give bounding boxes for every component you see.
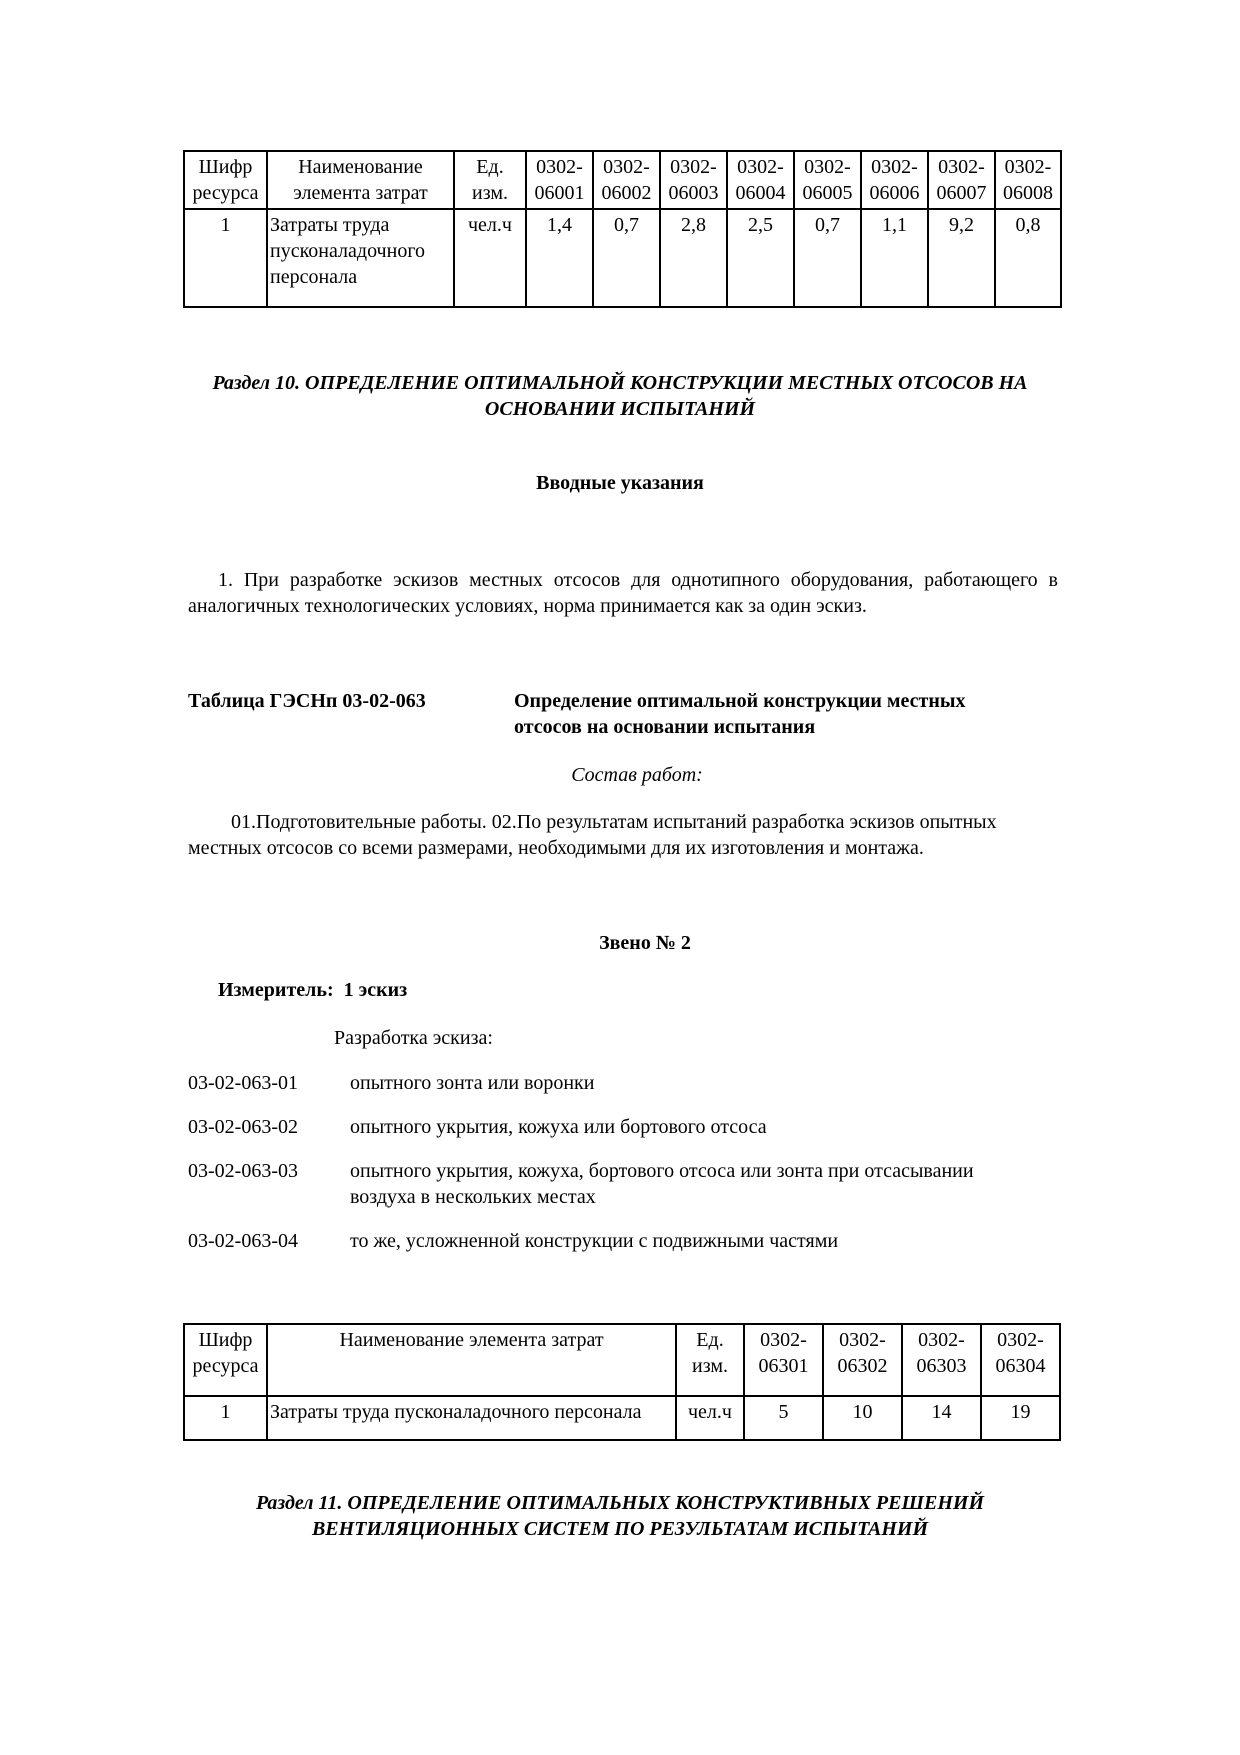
section-title-line: Раздел 11. ОПРЕДЕЛЕНИЕ ОПТИМАЛЬНЫХ КОНСТРУКТИВНЫХ РЕШЕНИЙ [255,1492,985,1514]
resource-table-1 [183,150,1062,308]
value-cell: 0,7 [794,209,861,307]
section-title-line: Раздел 10. ОПРЕДЕЛЕНИЕ ОПТИМАЛЬНОЙ КОНСТРУКЦИИ МЕСТНЫХ ОТСОСОВ НА [212,372,1028,394]
gesn-table-label: Таблица ГЭСНп 03-02-063 [188,690,426,712]
item-code: 03-02-063-02 [188,1116,298,1138]
measure-unit: Измеритель: 1 эскиз [218,979,408,1001]
intro-heading: Вводные указания [536,472,704,494]
value-cell: 1,4 [526,209,593,307]
header-cell: 0302- 06301 [744,1324,823,1396]
header-cell: 0302- 06006 [861,151,928,209]
header-cell: 0302- 06005 [794,151,861,209]
item-description [350,1158,1040,1210]
item-code: 03-02-063-04 [188,1230,298,1252]
value-cell: 14 [902,1396,981,1440]
title-line: Определение оптимальной конструкции местных [514,690,966,712]
header-cell: 0302- 06302 [823,1324,902,1396]
intro-paragraph [188,567,1058,619]
header-cell: 0302- 06007 [928,151,995,209]
header-cell: 0302- 06303 [902,1324,981,1396]
table-header-row [184,151,1061,209]
paragraph-line: местных отсосов со всеми размерами, необходимыми для их изготовления и монтажа. [188,837,924,859]
header-cell: Шифр ресурса [184,151,267,209]
table-header-row [184,1324,1060,1396]
work-composition-text [188,809,1068,861]
header-cell: 0302- 06304 [981,1324,1060,1396]
resource-name-cell: Затраты труда пусконаладочного персонала [267,1396,676,1440]
resource-name-cell: Затраты труда пусконаладочного персонала [267,209,454,307]
item-description: опытного зонта или воронки [350,1072,595,1094]
table-row [184,209,1061,307]
item-description: опытного укрытия, кожуха или бортового отсоса [350,1116,767,1138]
resource-table-2 [183,1323,1061,1441]
unit-cell: чел.ч [676,1396,744,1440]
item-code: 03-02-063-01 [188,1072,298,1094]
section-11-title [170,1490,1070,1542]
header-cell: Ед. изм. [676,1324,744,1396]
section-title-line: ВЕНТИЛЯЦИОННЫХ СИСТЕМ ПО РЕЗУЛЬТАТАМ ИСПЫТАНИЙ [311,1518,929,1540]
header-cell: Шифр ресурса [184,1324,267,1396]
unit-cell: чел.ч [454,209,526,307]
value-cell: 19 [981,1396,1060,1440]
header-cell: 0302- 06008 [995,151,1061,209]
header-cell: Ед. изм. [454,151,526,209]
item-code: 03-02-063-03 [188,1160,298,1182]
paragraph-line: аналогичных технологических условиях, норма принимается как за один эскиз. [188,595,867,617]
header-cell: 0302- 06002 [593,151,660,209]
work-type-label: Разработка эскиза: [334,1027,493,1049]
item-description: то же, усложненной конструкции с подвижными частями [350,1230,839,1252]
resource-code-cell: 1 [184,209,267,307]
description-line: опытного укрытия, кожуха, бортового отсоса или зонта при отсасывании [350,1160,974,1182]
work-composition-heading: Состав работ: [571,764,703,786]
crew-heading: Звено № 2 [599,932,691,954]
description-line: воздуха в нескольких местах [350,1186,596,1208]
value-cell: 0,8 [995,209,1061,307]
table-row [184,1396,1060,1440]
paragraph-line: 1. При разработке эскизов местных отсосов для однотипного оборудования, работающего в [218,569,1058,591]
value-cell: 1,1 [861,209,928,307]
section-10-title [170,370,1070,422]
header-cell: Наименование элемента затрат [267,1324,676,1396]
value-cell: 9,2 [928,209,995,307]
header-cell: 0302- 06004 [727,151,794,209]
gesn-table-title [514,688,1054,740]
resource-code-cell: 1 [184,1396,267,1440]
title-line: отсосов на основании испытания [514,716,816,738]
value-cell: 2,5 [727,209,794,307]
value-cell: 5 [744,1396,823,1440]
header-cell: 0302- 06003 [660,151,727,209]
value-cell: 10 [823,1396,902,1440]
value-cell: 0,7 [593,209,660,307]
header-cell: 0302- 06001 [526,151,593,209]
section-title-line: ОСНОВАНИИ ИСПЫТАНИЙ [484,398,756,420]
paragraph-line: 01.Подготовительные работы. 02.По результатам испытаний разработка эскизов опытных [231,811,997,833]
value-cell: 2,8 [660,209,727,307]
header-cell: Наименование элемента затрат [267,151,454,209]
